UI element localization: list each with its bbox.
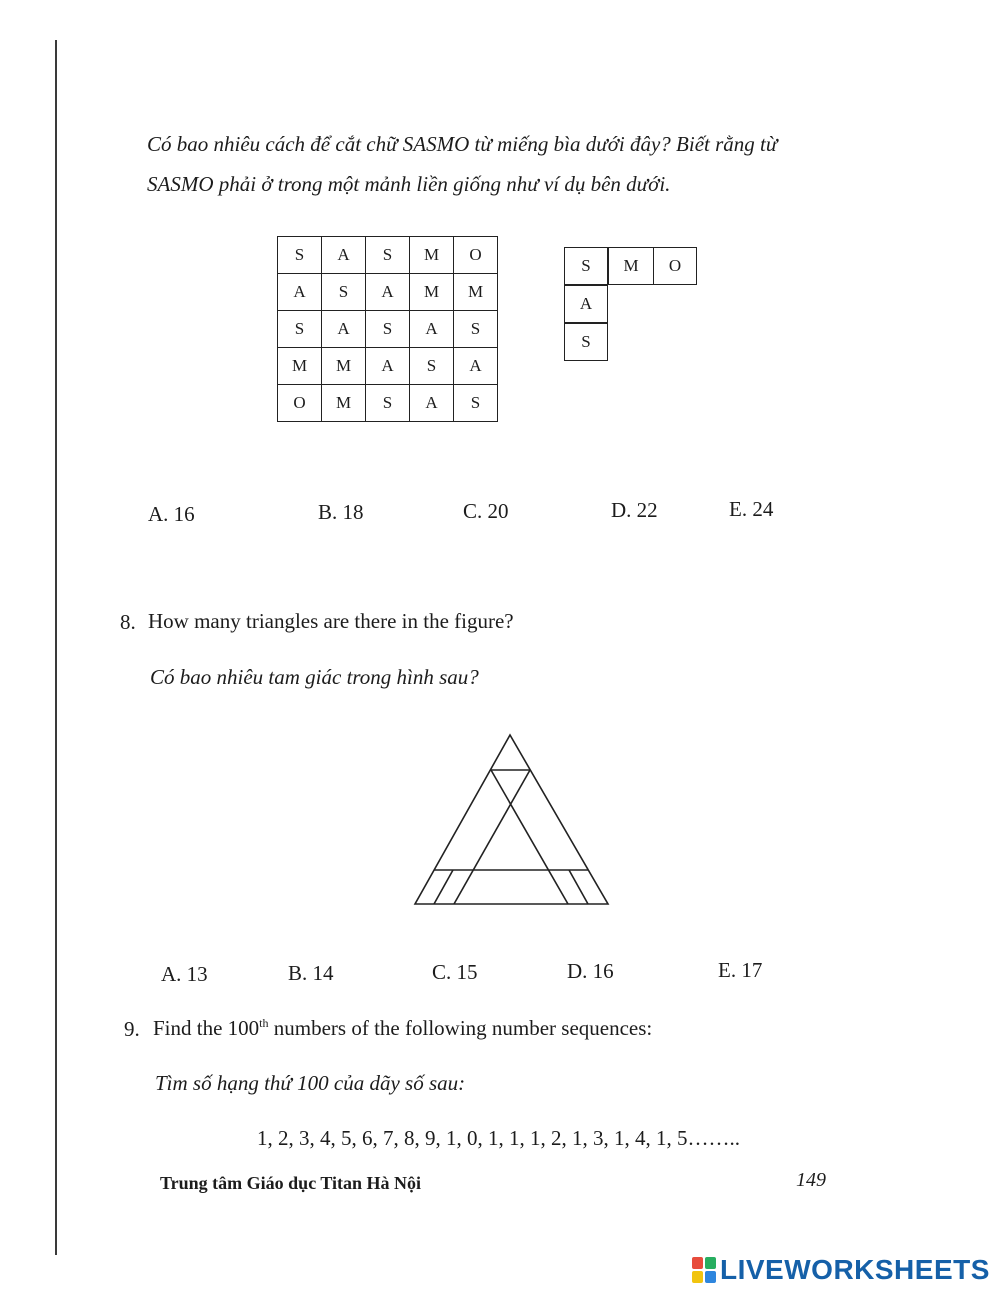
logo-square <box>705 1271 716 1283</box>
q7-option-e[interactable]: E. 24 <box>729 497 774 521</box>
liveworksheets-logo-icon <box>692 1257 716 1283</box>
q8-option-c[interactable]: C. 15 <box>432 960 478 984</box>
q9-number: 9. <box>124 1017 140 1041</box>
q9-text-after: numbers of the following number sequences: <box>268 1016 653 1040</box>
logo-square <box>705 1257 716 1269</box>
grid-cell: S <box>410 348 454 385</box>
q9-question-vi: Tìm số hạng thứ 100 của dãy số sau: <box>155 1071 466 1095</box>
grid-cell: A <box>454 348 498 385</box>
grid-cell: O <box>454 237 498 274</box>
grid-cell: M <box>454 274 498 311</box>
q8-number: 8. <box>120 610 136 634</box>
grid-cell: A <box>322 237 366 274</box>
q7-option-b[interactable]: B. 18 <box>318 500 364 524</box>
grid-cell: S <box>322 274 366 311</box>
grid-cell: M <box>322 385 366 422</box>
inner-right-diagonal <box>491 770 568 904</box>
example-cell: A <box>564 285 608 323</box>
grid-cell: S <box>454 385 498 422</box>
grid-cell: S <box>366 385 410 422</box>
q9-text-before: Find the 100 <box>153 1016 260 1040</box>
grid-cell: A <box>410 311 454 348</box>
grid-cell: S <box>366 237 410 274</box>
grid-cell: S <box>278 237 322 274</box>
q8-option-d[interactable]: D. 16 <box>567 959 614 983</box>
example-cell: S <box>564 247 608 285</box>
example-cell: M <box>608 247 654 285</box>
logo-square <box>692 1271 703 1283</box>
q7-intro-line1: Có bao nhiêu cách để cắt chữ SASMO từ miếng bìa dưới đây? Biết rằng từ <box>147 132 778 156</box>
grid-cell: M <box>410 237 454 274</box>
logo-square <box>692 1257 703 1269</box>
example-cell: O <box>653 247 697 285</box>
grid-cell: A <box>366 274 410 311</box>
q8-question-en: How many triangles are there in the figure? <box>148 609 514 633</box>
q7-option-d[interactable]: D. 22 <box>611 498 658 522</box>
grid-cell: M <box>410 274 454 311</box>
q7-option-c[interactable]: C. 20 <box>463 499 509 523</box>
q9-ordinal-suffix: th <box>259 1016 269 1030</box>
grid-cell: A <box>366 348 410 385</box>
liveworksheets-brand-text: LIVEWORKSHEETS <box>720 1254 990 1285</box>
q7-intro-line2: SASMO phải ở trong một mảnh liền giống như ví dụ bên dưới. <box>147 172 671 196</box>
q9-sequence: 1, 2, 3, 4, 5, 6, 7, 8, 9, 1, 0, 1, 1, 1, 2, 1, 3, 1, 4, 1, 5…….. <box>257 1126 740 1150</box>
liveworksheets-watermark <box>692 1254 990 1286</box>
q7-option-a[interactable]: A. 16 <box>148 502 195 526</box>
inner-left-diagonal <box>454 770 530 904</box>
grid-cell: S <box>278 311 322 348</box>
footer-center-name: Trung tâm Giáo dục Titan Hà Nội <box>160 1173 422 1193</box>
grid-cell: O <box>278 385 322 422</box>
q9-question-en <box>153 1016 652 1041</box>
q8-option-a[interactable]: A. 13 <box>161 962 208 986</box>
q8-option-e[interactable]: E. 17 <box>718 958 763 982</box>
grid-cell: A <box>322 311 366 348</box>
corner-left-line <box>434 870 453 904</box>
grid-cell: M <box>322 348 366 385</box>
page-margin-line <box>55 40 57 1255</box>
sasmo-letter-grid <box>277 236 498 422</box>
sasmo-example-shape <box>564 247 700 365</box>
page-number: 149 <box>796 1169 826 1191</box>
grid-cell: M <box>278 348 322 385</box>
outer-triangle <box>415 735 608 904</box>
grid-cell: S <box>454 311 498 348</box>
corner-right-line <box>569 870 588 904</box>
example-cell: S <box>564 323 608 361</box>
q8-question-vi: Có bao nhiêu tam giác trong hình sau? <box>150 665 479 689</box>
triangle-figure <box>410 730 615 910</box>
grid-cell: A <box>410 385 454 422</box>
grid-cell: S <box>366 311 410 348</box>
grid-cell: A <box>278 274 322 311</box>
q8-option-b[interactable]: B. 14 <box>288 961 334 985</box>
